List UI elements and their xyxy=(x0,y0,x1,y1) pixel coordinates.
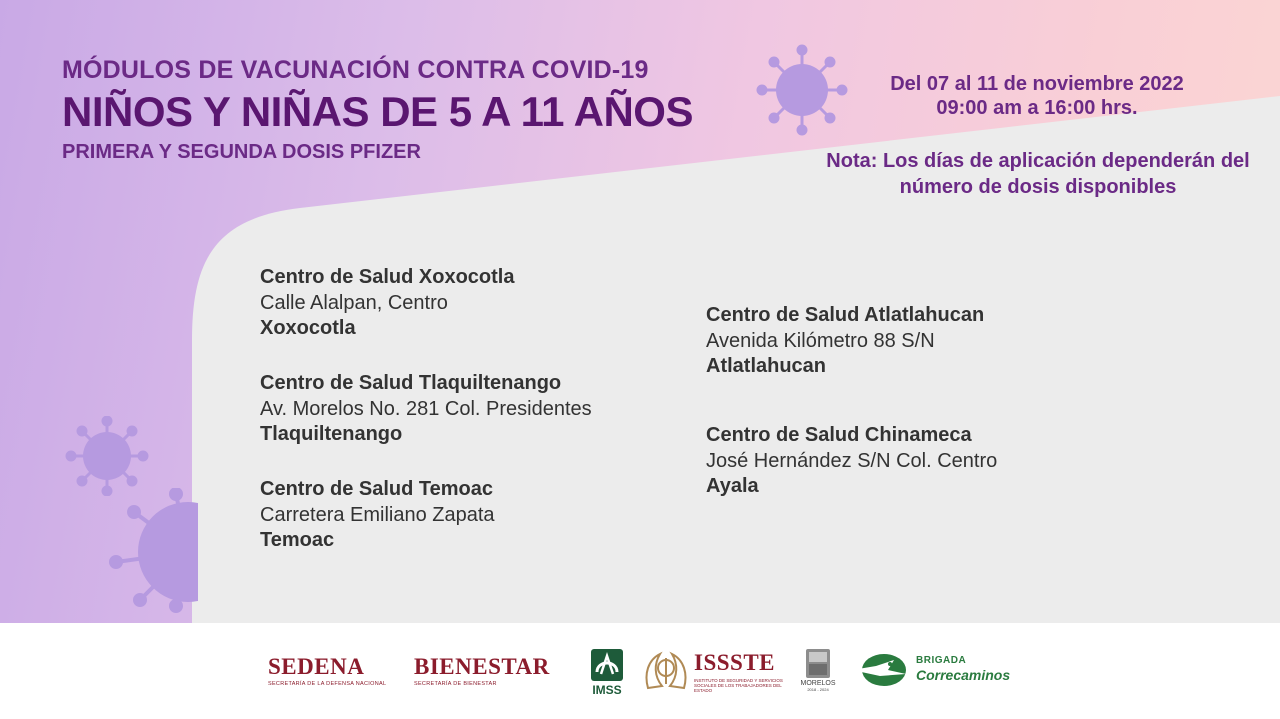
issste-emblem-icon xyxy=(642,648,690,694)
virus-icon xyxy=(752,44,852,136)
virus-icon xyxy=(106,488,198,623)
center-name: Centro de Salud Atlatlahucan xyxy=(706,304,985,326)
correcaminos-label: Correcaminos xyxy=(916,667,1011,683)
center-address: Av. Morelos No. 281 Col. Presidentes xyxy=(260,397,592,420)
roadrunner-icon xyxy=(850,650,912,688)
title-line-3: PRIMERA Y SEGUNDA DOSIS PFIZER xyxy=(62,141,421,163)
footer xyxy=(0,623,1280,719)
center-name: Centro de Salud Chinameca xyxy=(706,424,972,446)
center-item xyxy=(260,371,592,448)
bienestar-logo xyxy=(414,654,550,687)
note-line-2: número de dosis disponibles xyxy=(899,176,1177,198)
center-town: Xoxocotla xyxy=(260,317,356,339)
sedena-name: SEDENA xyxy=(268,654,365,679)
center-item xyxy=(706,303,984,380)
brigada-correcaminos-logo xyxy=(850,650,1020,690)
center-town: Atlatlahucan xyxy=(706,355,827,377)
morelos-name: MORELOS xyxy=(800,680,836,687)
imss-logo-icon xyxy=(587,648,627,696)
bienestar-subtitle: SECRETARÍA DE BIENESTAR xyxy=(414,681,497,687)
issste-logo xyxy=(642,648,792,696)
schedule xyxy=(852,72,1222,120)
center-name: Centro de Salud Tlaquiltenango xyxy=(260,372,562,394)
imss-logo xyxy=(587,648,627,696)
center-item xyxy=(706,423,997,500)
morelos-emblem-icon xyxy=(796,648,840,680)
center-item xyxy=(260,477,495,554)
sedena-subtitle: SECRETARÍA DE LA DEFENSA NACIONAL xyxy=(268,681,387,687)
center-name: Centro de Salud Temoac xyxy=(260,478,494,500)
center-address: Avenida Kilómetro 88 S/N xyxy=(706,329,935,352)
center-address: Calle Alalpan, Centro xyxy=(260,291,448,314)
center-town: Ayala xyxy=(706,475,759,497)
schedule-hours: 09:00 am a 16:00 hrs. xyxy=(936,97,1138,119)
schedule-dates: Del 07 al 11 de noviembre 2022 xyxy=(890,73,1184,95)
center-item xyxy=(260,265,514,342)
morelos-label xyxy=(796,680,840,692)
title-line-1: MÓDULOS DE VACUNACIÓN CONTRA COVID-19 xyxy=(62,56,649,84)
bienestar-name: BIENESTAR xyxy=(414,654,550,679)
note xyxy=(808,148,1268,200)
issste-subtitle: INSTITUTO DE SEGURIDAD Y SERVICIOS SOCIALES DE LOS TRABAJADORES DEL ESTADO xyxy=(694,678,783,693)
center-town: Temoac xyxy=(260,529,335,551)
sedena-logo xyxy=(268,654,386,687)
center-address: Carretera Emiliano Zapata xyxy=(260,503,495,526)
brigada-label: BRIGADA xyxy=(916,655,967,666)
center-town: Tlaquiltenango xyxy=(260,423,403,445)
morelos-years: 2018 - 2024 xyxy=(807,687,829,692)
title-line-2: NIÑOS Y NIÑAS DE 5 A 11 AÑOS xyxy=(62,88,693,135)
virus-icon xyxy=(64,416,150,496)
issste-name: ISSSTE xyxy=(694,650,776,675)
note-line-1: Nota: Los días de aplicación dependerán del xyxy=(826,150,1250,172)
imss-label: IMSS xyxy=(592,683,622,696)
morelos-logo xyxy=(796,648,840,696)
center-address: José Hernández S/N Col. Centro xyxy=(706,449,998,472)
center-name: Centro de Salud Xoxocotla xyxy=(260,266,515,288)
